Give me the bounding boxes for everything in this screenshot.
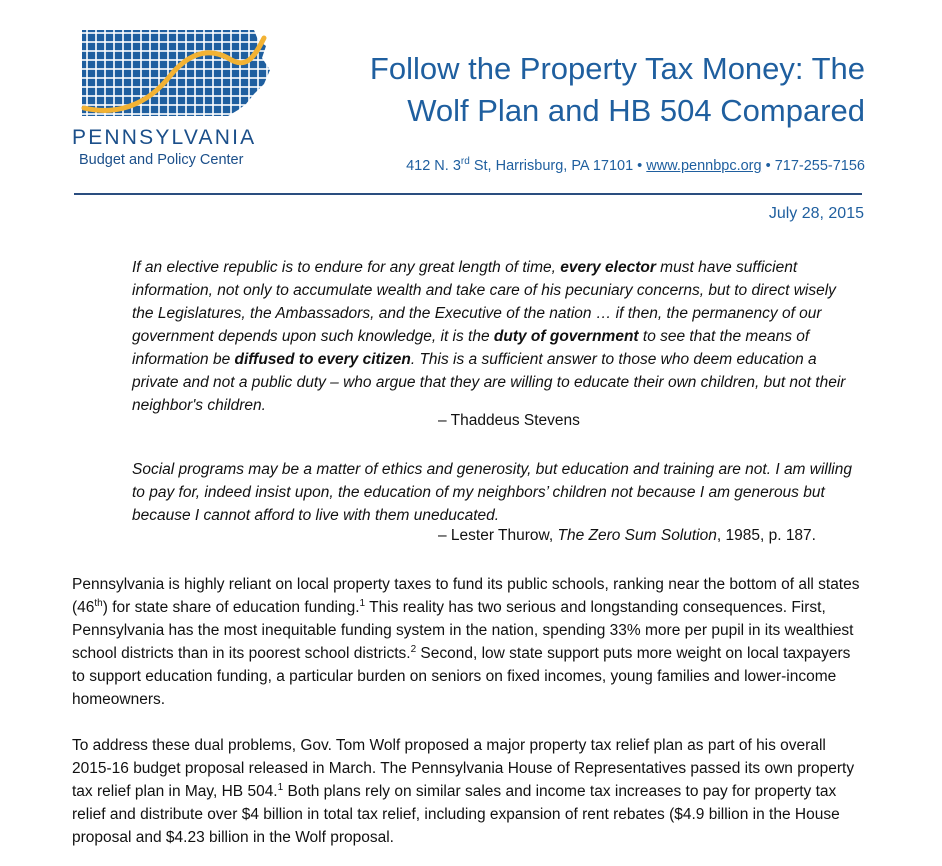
para2-text-2: Both plans rely on similar sales and income tax increases to pay for property tax relief and distribute over $4 billion in total tax relief, including expansion of rent rebates ($4.9 billion in the House proposal and $4.23 billion in the Wolf proposal. [72, 783, 840, 846]
para1-text-1: Pennsylvania is highly reliant on local property taxes to fund its public schools, ranking near the bottom of all states (46 [72, 576, 860, 616]
body-paragraph-2 [72, 734, 864, 849]
quote1-bold-2: duty of government [493, 328, 639, 345]
footnote-ref-1[interactable]: 1 [359, 597, 366, 609]
header-divider [74, 193, 862, 195]
website-link[interactable]: www.pennbpc.org [646, 158, 762, 174]
para2-text-1: To address these dual problems, Gov. Tom Wolf proposed a major property tax relief plan as part of his overall 2015-16 budget proposal released in March. The Pennsylvania House of Representatives passed its own property tax relief plan in May, HB 504. [72, 737, 855, 800]
thurow-book-title: The Zero Sum Solution [557, 527, 717, 544]
quote1-text-3: to see that the means of information be [132, 328, 810, 368]
quote1-bold-3: diffused to every citizen [234, 351, 411, 368]
thurow-attr-prefix: – Lester Thurow, [438, 527, 558, 544]
org-name: PENNSYLVANIA [72, 126, 257, 149]
address-ordinal: rd [460, 156, 470, 168]
address-prefix: 412 N. 3 [406, 158, 461, 174]
thurow-attr-suffix: , 1985, p. 187. [716, 527, 816, 544]
body-paragraph-1 [72, 573, 864, 711]
footnote-ref-2[interactable]: 2 [410, 643, 417, 655]
title-line-2: Wolf Plan and HB 504 Compared [407, 93, 865, 128]
stevens-attribution: – Thaddeus Stevens [438, 412, 580, 429]
quote1-text-4: . This is a sufficient answer to those who deem education a private and not a public duty – who argue that they are willing to educate their own children, but not their neighbor's children. [132, 351, 846, 414]
para1-text-4: Second, low state support puts more weight on local taxpayers to support education funding, a particular burden on seniors on fixed incomes, young families and lower-income homeowners. [72, 645, 851, 708]
publication-date: July 28, 2015 [768, 205, 864, 222]
para1-text-2: ) for state share of education funding. [102, 599, 360, 616]
quote1-text-2: must have sufficient information, not only to accumulate wealth and take care of his pecuniary concerns, but to direct wisely the Legislatures, the Ambassadors, and the Executive of the nation … if then, the permanency of our government depends upon such knowledge, it is the [132, 259, 836, 345]
para1-text-3: This reality has two serious and longstanding consequences. First, Pennsylvania has the most inequitable funding system in the nation, spending 33% more per pupil in its wealthiest school districts than in its poorest school districts. [72, 599, 854, 662]
pbpc-logo[interactable] [68, 24, 280, 174]
footnote-ref-1b[interactable]: 1 [277, 781, 284, 793]
quote1-bold-1: every elector [560, 259, 656, 276]
title-line-1: Follow the Property Tax Money: The [369, 51, 865, 86]
stevens-quote [132, 256, 852, 417]
org-subtitle: Budget and Policy Center [79, 152, 244, 168]
pennsylvania-map-icon [78, 24, 274, 124]
phone-number: • 717-255-7156 [761, 158, 865, 174]
page-title [300, 48, 865, 132]
address-rest: St, Harrisburg, PA 17101 • [469, 158, 647, 174]
thurow-attribution [438, 527, 816, 545]
para1-sup-1: th [94, 597, 103, 609]
contact-line [300, 158, 865, 174]
quote1-text-1: If an elective republic is to endure for any great length of time, [132, 259, 561, 276]
thurow-quote: Social programs may be a matter of ethics and generosity, but education and training are not. I am willing to pay for, indeed insist upon, the education of my neighbors’ children not because I am generous but because I cannot afford to live with them uneducated. [132, 461, 852, 524]
